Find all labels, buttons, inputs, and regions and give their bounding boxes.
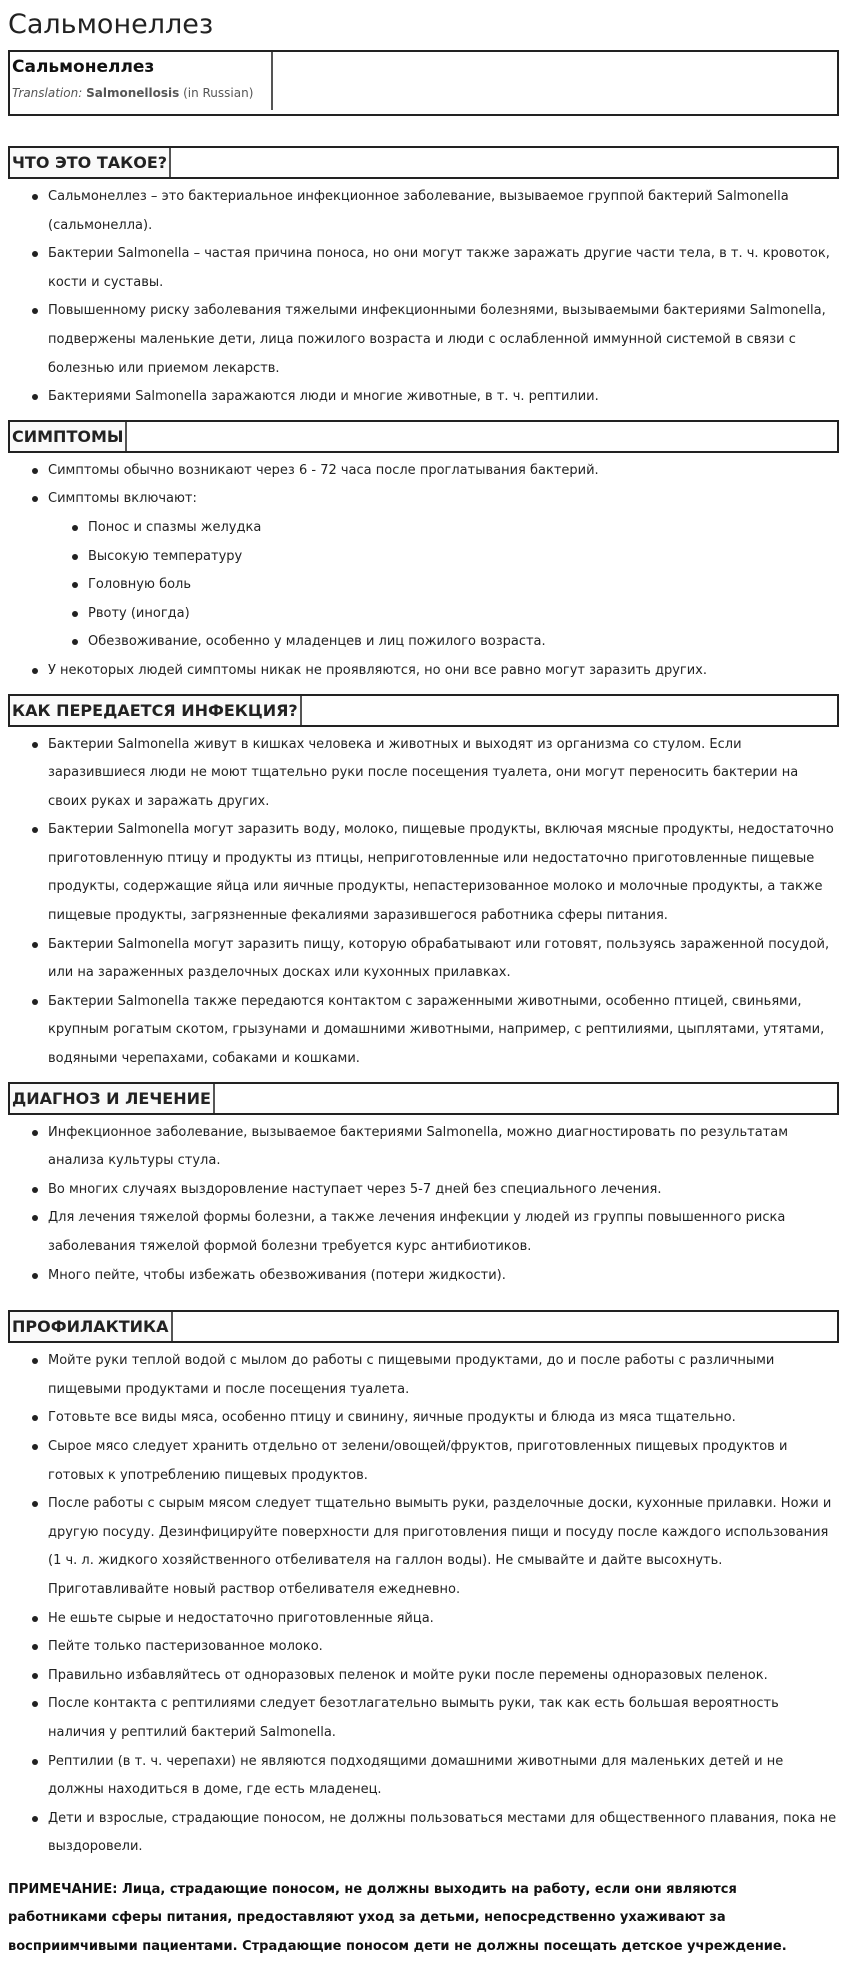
list-item: Бактерии Salmonella могут заразить пищу, которую обрабатывают или готовят, пользуясь зараженной посудой, или на зараженных разделочных досках или кухонных прилавках.: [48, 931, 839, 988]
section-header-label: СИМПТОМЫ: [10, 422, 127, 451]
list-item: Повышенному риску заболевания тяжелыми инфекционными болезнями, вызываемыми бактериями Salmonella, подвержены маленькие дети, лица пожилого возраста и люди с ослабленной иммунной системой в связи с болезнью или приемом лекарств.: [48, 297, 839, 383]
translation-line: [12, 86, 271, 100]
page-title: Сальмонеллез: [8, 9, 214, 40]
sub-list-item: Обезвоживание, особенно у младенцев и лиц пожилого возраста.: [88, 628, 839, 657]
list-item: Бактерии Salmonella живут в кишках человека и животных и выходят из организма со стулом. Если заразившиеся люди не моют тщательно руки после посещения туалета, они могут переносить бактерии на своих руках и заражать других.: [48, 731, 839, 817]
section-what-is-it: [8, 146, 839, 412]
section-list: [8, 1119, 839, 1291]
section-header-label: ДИАГНОЗ И ЛЕЧЕНИЕ: [10, 1084, 215, 1113]
list-item: Бактерии Salmonella – частая причина поноса, но они могут также заражать другие части тела, в т. ч. кровоток, кости и суставы.: [48, 240, 839, 297]
title-box: [8, 50, 839, 116]
sub-list-item: Понос и спазмы желудка: [88, 514, 839, 543]
list-item: После контакта с рептилиями следует безотлагательно вымыть руки, так как есть большая вероятность наличия у рептилий бактерий Salmonella.: [48, 1690, 839, 1747]
list-item: Готовьте все виды мяса, особенно птицу и свинину, яичные продукты и блюда из мяса тщательно.: [48, 1404, 839, 1433]
section-list: [8, 731, 839, 1074]
section-transmission: [8, 694, 839, 1074]
list-item: Пейте только пастеризованное молоко.: [48, 1633, 839, 1662]
title-inner: [10, 52, 273, 110]
section-diagnosis: [8, 1082, 839, 1291]
sub-list-item: Головную боль: [88, 571, 839, 600]
section-symptoms: [8, 420, 839, 686]
list-item: Сальмонеллез – это бактериальное инфекционное заболевание, вызываемое группой бактерий Salmonella (сальмонелла).: [48, 183, 839, 240]
list-item: Мойте руки теплой водой с мылом до работы с пищевыми продуктами, до и после работы с различными пищевыми продуктами и после посещения туалета.: [48, 1347, 839, 1404]
sub-list-item: Рвоту (иногда): [88, 600, 839, 629]
list-item: Правильно избавляйтесь от одноразовых пеленок и мойте руки после перемены одноразовых пеленок.: [48, 1662, 839, 1691]
list-item: Бактерии Salmonella также передаются контактом с зараженными животными, особенно птицей, свиньями, крупным рогатым скотом, грызунами и домашними животными, например, с рептилиями, цыплятами, утятами, водяными черепахами, собаками и кошками.: [48, 988, 839, 1074]
list-item: Много пейте, чтобы избежать обезвоживания (потери жидкости).: [48, 1262, 839, 1291]
section-header: [8, 1310, 839, 1343]
section-header: [8, 694, 839, 727]
section-header-label: ЧТО ЭТО ТАКОЕ?: [10, 148, 171, 177]
list-item: Не ешьте сырые и недостаточно приготовленные яйца.: [48, 1605, 839, 1634]
section-list: [8, 183, 839, 412]
section-header-label: ПРОФИЛАКТИКА: [10, 1312, 173, 1341]
section-prevention: [8, 1310, 839, 1862]
section-header: [8, 1082, 839, 1115]
section-list: [8, 457, 839, 686]
list-item: Бактерии Salmonella могут заразить воду, молоко, пищевые продукты, включая мясные продукты, недостаточно приготовленную птицу и продукты из птицы, неприготовленные или недостаточно приготовленные пищевые продукты, содержащие яйца или яичные продукты, непастеризованное молоко и молочные продукты, а также пищевые продукты, загрязненные фекалиями заразившегося работника сферы питания.: [48, 816, 839, 930]
list-item: Дети и взрослые, страдающие поносом, не должны пользоваться местами для общественного плавания, пока не выздоровели.: [48, 1805, 839, 1862]
section-header: [8, 146, 839, 179]
translation-word: Salmonellosis: [86, 86, 180, 100]
section-header-label: КАК ПЕРЕДАЕТСЯ ИНФЕКЦИЯ?: [10, 696, 302, 725]
note-paragraph: ПРИМЕЧАНИЕ: Лица, страдающие поносом, не должны выходить на работу, если они являются работниками сферы питания, предоставляют уход за детьми, непосредственно ухаживают за восприимчивыми пациентами. Страдающие поносом дети не должны посещать детское учреждение.: [8, 1881, 787, 1955]
list-item: Инфекционное заболевание, вызываемое бактериями Salmonella, можно диагностировать по результатам анализа культуры стула.: [48, 1119, 839, 1176]
list-item: После работы с сырым мясом следует тщательно вымыть руки, разделочные доски, кухонные прилавки. Ножи и другую посуду. Дезинфицируйте поверхности для приготовления пищи и посуду после каждого использования (1 ч. л. жидкого хозяйственного отбеливателя на галлон воды). Не смывайте и дайте высохнуть. Приготавливайте новый раствор отбеливателя ежедневно.: [48, 1490, 839, 1604]
section-header: [8, 420, 839, 453]
document-title: Сальмонеллез: [12, 57, 155, 77]
sub-list-item: Высокую температуру: [88, 543, 839, 572]
symptom-sublist: [48, 514, 839, 657]
list-item: У некоторых людей симптомы никак не проявляются, но они все равно могут заразить других.: [48, 657, 839, 686]
list-item-with-sublist: [48, 485, 839, 657]
translation-suffix: (in Russian): [179, 86, 254, 100]
list-item: Бактериями Salmonella заражаются люди и многие животные, в т. ч. рептилии.: [48, 383, 839, 412]
list-item: Симптомы обычно возникают через 6 - 72 часа после проглатывания бактерий.: [48, 457, 839, 486]
list-item: Рептилии (в т. ч. черепахи) не являются подходящими домашними животными для маленьких детей и не должны находиться в доме, где есть младенец.: [48, 1748, 839, 1805]
list-item-label: Симптомы включают:: [48, 491, 197, 507]
section-list: [8, 1347, 839, 1862]
translation-label: Translation:: [12, 86, 83, 100]
list-item: Сырое мясо следует хранить отдельно от зелени/овощей/фруктов, приготовленных пищевых продуктов и готовых к употреблению пищевых продуктов.: [48, 1433, 839, 1490]
list-item: Во многих случаях выздоровление наступает через 5-7 дней без специального лечения.: [48, 1176, 839, 1205]
list-item: Для лечения тяжелой формы болезни, а также лечения инфекции у людей из группы повышенного риска заболевания тяжелой формой болезни требуется курс антибиотиков.: [48, 1204, 839, 1261]
